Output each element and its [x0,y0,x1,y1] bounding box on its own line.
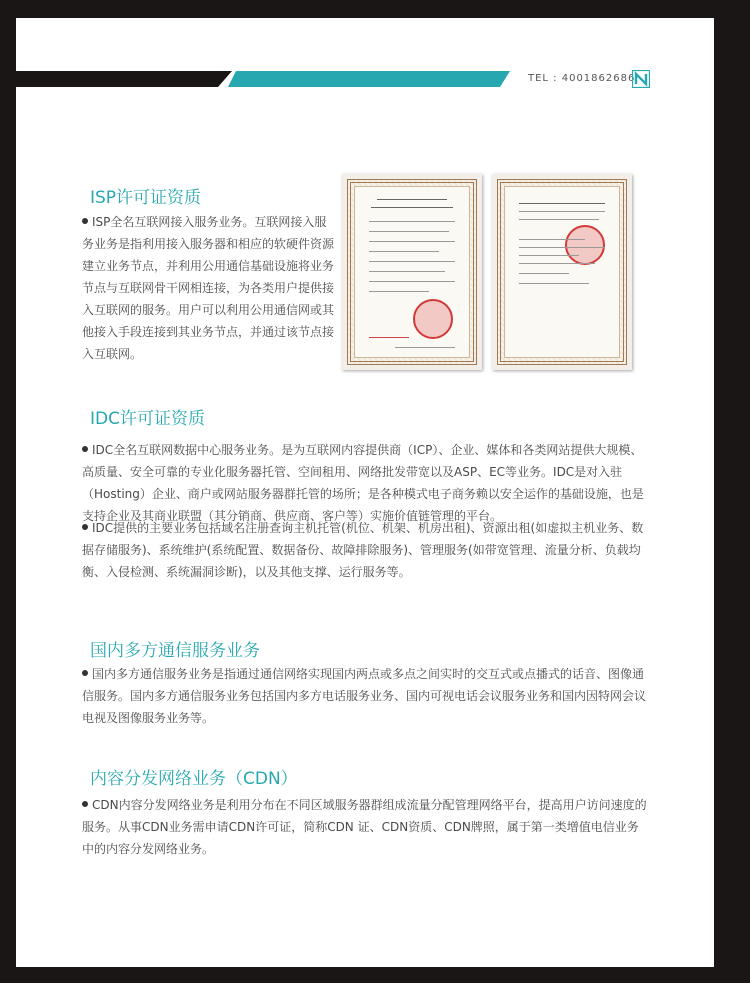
cdn-paragraph: CDN内容分发网络业务是利用分布在不同区域服务器群组成流量分配管理网络平台，提高用户访问速度的服务。从事CDN业务需申请CDN许可证，简称CDN 证、CDN资质、CDN牌照，属于第一类增值电信业务中的内容分发网络业务。 [82,798,647,856]
bullet-icon [82,670,88,676]
section-title-isp: ISP许可证资质 [90,188,202,208]
bullet-icon [82,446,88,452]
idc-paragraph-1: IDC全名互联网数据中心服务业务。是为互联网内容提供商（ICP）、企业、媒体和各类网站提供大规模、高质量、安全可靠的专业化服务器托管、空间租用、网络批发带宽以及ASP、EC等业务。IDC是对入驻（Hosting）企业、商户或网站服务器群托管的场所；是各种模式电子商务赖以安全运作的基础设施，也是支持企业及其商业联盟（其分销商、供应商、客户等）实施价值链管理的平台。 [82,443,644,523]
telephone-number: TEL : 4001862686 [528,73,636,84]
isp-certificate-back [492,174,632,370]
bullet-icon [82,801,88,807]
isp-certificate-front [342,174,482,370]
brochure-page [16,18,714,967]
idc-paragraph-2: IDC提供的主要业务包括域名注册查询主机托管(机位、机架、机房出租)、资源出租(如虚拟主机业务、数据存储服务)、系统维护(系统配置、数据备份、故障排除服务)、管理服务(如带宽管理、流量分析、负载均衡、入侵检测、系统漏洞诊断)，以及其他支撑、运行服务等。 [82,521,644,579]
header-band-teal [228,71,510,87]
section-title-idc: IDC许可证资质 [90,409,205,429]
multiparty-paragraph: 国内多方通信服务业务是指通过通信网络实现国内两点或多点之间实时的交互式或点播式的话音、图像通信服务。国内多方通信服务业务包括国内多方电话服务业务、国内可视电话会议服务业务和国内因特网会议电视及图像服务业务等。 [82,667,647,725]
bullet-icon [82,218,88,224]
brand-n-logo-icon [632,70,650,88]
header-band-dark [16,71,218,87]
section-title-cdn: 内容分发网络业务（CDN） [90,769,298,789]
section-title-multiparty: 国内多方通信服务业务 [90,641,260,661]
isp-paragraph: ISP全名互联网接入服务业务。互联网接入服务业务是指利用接入服务器和相应的软硬件资源建立业务节点，并利用公用通信基础设施将业务节点与互联网骨干网相连接，为各类用户提供接入互联网的服务。用户可以利用公用通信网或其他接入手段连接到其业务节点，并通过该节点接入互联网。 [82,215,335,361]
bullet-icon [82,524,88,530]
